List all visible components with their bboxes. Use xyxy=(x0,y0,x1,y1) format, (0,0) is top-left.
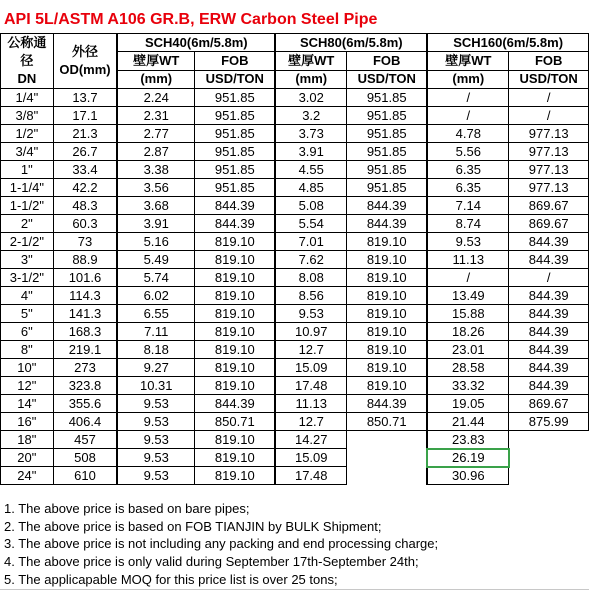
table-cell[interactable]: 5.16 xyxy=(117,233,194,251)
table-cell[interactable]: 6.55 xyxy=(117,305,194,323)
table-cell[interactable]: 17.48 xyxy=(275,467,346,485)
header-od-en: OD(mm) xyxy=(59,62,111,77)
table-cell[interactable]: 1-1/4" xyxy=(1,179,54,197)
table-row xyxy=(1,287,589,305)
table-cell[interactable]: 951.85 xyxy=(195,161,276,179)
table-cell[interactable]: 951.85 xyxy=(347,89,428,107)
header-sch80[interactable]: SCH80(6m/5.8m) xyxy=(275,34,427,52)
table-cell[interactable]: 13.49 xyxy=(427,287,509,305)
table-cell[interactable]: 73 xyxy=(53,233,117,251)
table-cell[interactable]: 819.10 xyxy=(195,467,276,485)
note-5[interactable]: 5. The applicapable MOQ for this price list is over 25 tons; xyxy=(4,571,338,587)
table-cell[interactable]: 42.2 xyxy=(53,179,117,197)
table-cell[interactable]: 977.13 xyxy=(509,125,589,143)
table-cell[interactable]: 9.53 xyxy=(427,233,509,251)
table-cell[interactable]: 819.10 xyxy=(195,251,276,269)
table-cell[interactable]: 869.67 xyxy=(509,197,589,215)
table-row xyxy=(1,233,589,251)
header-od-cn: 外径 xyxy=(71,44,98,59)
table-cell[interactable]: 819.10 xyxy=(195,359,276,377)
table-cell[interactable]: 323.8 xyxy=(53,377,117,395)
table-cell[interactable]: 15.09 xyxy=(275,359,346,377)
table-cell[interactable]: 819.10 xyxy=(195,377,276,395)
table-cell[interactable]: 951.85 xyxy=(195,179,276,197)
table-cell[interactable]: 26.19 xyxy=(427,449,509,467)
table-cell[interactable]: 844.39 xyxy=(195,215,276,233)
table-cell[interactable]: 406.4 xyxy=(53,413,117,431)
table-cell[interactable]: 2-1/2" xyxy=(1,233,54,251)
table-cell[interactable]: 819.10 xyxy=(195,431,276,449)
table-row xyxy=(1,413,589,431)
table-cell[interactable]: 844.39 xyxy=(347,215,428,233)
table-cell[interactable]: 10.31 xyxy=(117,377,194,395)
header-sch80-fob[interactable]: FOB xyxy=(347,52,428,70)
table-cell[interactable]: 844.39 xyxy=(509,341,589,359)
header-sch160-wt-unit[interactable]: (mm) xyxy=(427,70,509,88)
sheet-gridline xyxy=(0,589,589,590)
table-cell[interactable]: 12" xyxy=(1,377,54,395)
header-sch40-wt-unit[interactable]: (mm) xyxy=(117,70,194,88)
table-cell[interactable]: 844.39 xyxy=(509,287,589,305)
table-cell[interactable]: 3.68 xyxy=(117,197,194,215)
table-cell[interactable]: 6" xyxy=(1,323,54,341)
table-cell[interactable]: 19.05 xyxy=(427,395,509,413)
table-cell[interactable]: 875.99 xyxy=(509,413,589,431)
table-cell[interactable]: 5.74 xyxy=(117,269,194,287)
table-cell[interactable]: 26.7 xyxy=(53,143,117,161)
table-cell[interactable]: 951.85 xyxy=(347,179,428,197)
table-row xyxy=(1,215,589,233)
header-sch80-fob-unit[interactable]: USD/TON xyxy=(347,70,428,88)
table-cell[interactable]: 3.02 xyxy=(275,89,346,107)
table-cell[interactable]: 819.10 xyxy=(347,233,428,251)
table-cell[interactable]: 9.53 xyxy=(275,305,346,323)
table-cell[interactable]: 21.44 xyxy=(427,413,509,431)
table-cell[interactable]: 869.67 xyxy=(509,395,589,413)
table-cell[interactable]: 951.85 xyxy=(347,125,428,143)
table-cell[interactable]: 951.85 xyxy=(195,125,276,143)
table-cell[interactable]: 844.39 xyxy=(347,197,428,215)
header-sch160-fob[interactable]: FOB xyxy=(509,52,589,70)
table-row xyxy=(1,467,589,485)
table-cell[interactable]: 4" xyxy=(1,287,54,305)
table-cell[interactable]: 88.9 xyxy=(53,251,117,269)
table-cell[interactable]: 7.14 xyxy=(427,197,509,215)
price-table xyxy=(0,33,589,485)
table-cell[interactable]: 33.4 xyxy=(53,161,117,179)
table-cell[interactable]: 819.10 xyxy=(195,323,276,341)
table-row xyxy=(1,377,589,395)
table-cell[interactable]: 844.39 xyxy=(509,359,589,377)
table-row xyxy=(1,179,589,197)
sheet-title: API 5L/ASTM A106 GR.B, ERW Carbon Steel Pipe xyxy=(4,11,378,28)
table-cell[interactable]: 114.3 xyxy=(53,287,117,305)
note-4[interactable]: 4. The above price is only valid during September 17th-September 24th; xyxy=(4,554,419,570)
table-cell[interactable]: 2.87 xyxy=(117,143,194,161)
table-cell[interactable]: / xyxy=(427,107,509,125)
table-cell[interactable] xyxy=(509,467,589,485)
table-cell[interactable]: 3/8" xyxy=(1,107,54,125)
table-cell[interactable]: 16" xyxy=(1,413,54,431)
header-sch40-fob-unit[interactable]: USD/TON xyxy=(195,70,276,88)
table-cell[interactable]: 951.85 xyxy=(195,107,276,125)
table-cell[interactable]: 819.10 xyxy=(195,305,276,323)
header-od[interactable] xyxy=(53,34,117,89)
table-cell[interactable]: 5.56 xyxy=(427,143,509,161)
table-cell[interactable]: 17.48 xyxy=(275,377,346,395)
table-cell[interactable]: 12.7 xyxy=(275,341,346,359)
table-cell[interactable]: 844.39 xyxy=(347,395,428,413)
table-cell[interactable]: 844.39 xyxy=(509,233,589,251)
table-cell[interactable]: 9.53 xyxy=(117,413,194,431)
table-cell[interactable]: 610 xyxy=(53,467,117,485)
header-sch40-wt[interactable]: 壁厚WT xyxy=(117,52,194,70)
table-cell[interactable]: 168.3 xyxy=(53,323,117,341)
table-cell[interactable]: 17.1 xyxy=(53,107,117,125)
table-cell[interactable]: 869.67 xyxy=(509,215,589,233)
table-cell[interactable]: 8.08 xyxy=(275,269,346,287)
table-row xyxy=(1,197,589,215)
table-row xyxy=(1,395,589,413)
table-cell[interactable]: 819.10 xyxy=(195,341,276,359)
table-cell[interactable]: 10" xyxy=(1,359,54,377)
table-cell[interactable]: 5.08 xyxy=(275,197,346,215)
table-cell[interactable]: 850.71 xyxy=(195,413,276,431)
header-dn[interactable] xyxy=(1,34,54,89)
selected-cell-highlight xyxy=(426,448,510,468)
table-cell[interactable]: 819.10 xyxy=(347,341,428,359)
table-row xyxy=(1,269,589,287)
table-cell[interactable]: / xyxy=(427,269,509,287)
table-cell[interactable]: 3.38 xyxy=(117,161,194,179)
table-cell[interactable]: 48.3 xyxy=(53,197,117,215)
table-cell[interactable]: 24" xyxy=(1,467,54,485)
table-cell[interactable]: 951.85 xyxy=(347,143,428,161)
table-cell[interactable]: 8.74 xyxy=(427,215,509,233)
table-cell[interactable]: 3.56 xyxy=(117,179,194,197)
table-cell[interactable]: 5.54 xyxy=(275,215,346,233)
table-cell[interactable]: 1/4" xyxy=(1,89,54,107)
header-dn-cn: 公称通径 xyxy=(7,35,47,68)
header-sch80-wt[interactable]: 壁厚WT xyxy=(275,52,346,70)
table-cell[interactable] xyxy=(509,449,589,467)
table-row xyxy=(1,305,589,323)
table-cell[interactable]: 3.91 xyxy=(117,215,194,233)
table-cell[interactable]: 951.85 xyxy=(347,161,428,179)
table-cell[interactable]: 18.26 xyxy=(427,323,509,341)
table-cell[interactable]: 844.39 xyxy=(195,395,276,413)
note-1[interactable]: 1. The above price is based on bare pipes; xyxy=(4,501,250,516)
table-cell[interactable]: 819.10 xyxy=(347,287,428,305)
header-sch160-wt[interactable]: 壁厚WT xyxy=(427,52,509,70)
table-cell[interactable]: / xyxy=(509,269,589,287)
table-cell[interactable] xyxy=(347,431,428,449)
table-cell[interactable]: 819.10 xyxy=(347,377,428,395)
table-cell[interactable]: 819.10 xyxy=(195,449,276,467)
table-cell[interactable]: 819.10 xyxy=(195,269,276,287)
note-3[interactable]: 3. The above price is not including any packing and end processing charge; xyxy=(4,536,439,552)
table-cell[interactable]: 2.24 xyxy=(117,89,194,107)
table-cell[interactable]: 8.56 xyxy=(275,287,346,305)
table-cell[interactable]: / xyxy=(509,107,589,125)
table-cell[interactable]: 101.6 xyxy=(53,269,117,287)
table-cell[interactable]: 23.83 xyxy=(427,431,509,449)
note-2[interactable]: 2. The above price is based on FOB TIANJIN by BULK Shipment; xyxy=(4,518,382,534)
table-cell[interactable]: 819.10 xyxy=(347,323,428,341)
table-cell[interactable]: 951.85 xyxy=(195,143,276,161)
table-cell[interactable]: 9.53 xyxy=(117,431,194,449)
table-cell[interactable]: 8" xyxy=(1,341,54,359)
table-cell[interactable]: 977.13 xyxy=(509,179,589,197)
table-cell[interactable] xyxy=(509,431,589,449)
table-cell[interactable]: 1" xyxy=(1,161,54,179)
table-cell[interactable]: 977.13 xyxy=(509,143,589,161)
table-cell[interactable]: 9.27 xyxy=(117,359,194,377)
table-cell[interactable]: 5" xyxy=(1,305,54,323)
table-cell[interactable]: 12.7 xyxy=(275,413,346,431)
table-cell[interactable]: 6.35 xyxy=(427,161,509,179)
table-cell[interactable]: 951.85 xyxy=(195,89,276,107)
table-cell[interactable]: 3.2 xyxy=(275,107,346,125)
table-cell[interactable]: 819.10 xyxy=(347,359,428,377)
table-cell[interactable]: 15.09 xyxy=(275,449,346,467)
table-row xyxy=(1,107,589,125)
table-cell[interactable]: 3" xyxy=(1,251,54,269)
table-cell[interactable]: 11.13 xyxy=(275,395,346,413)
header-sch160[interactable]: SCH160(6m/5.8m) xyxy=(427,34,588,52)
table-cell[interactable] xyxy=(347,467,428,485)
table-cell[interactable]: 819.10 xyxy=(195,287,276,305)
table-row xyxy=(1,89,589,107)
table-cell[interactable]: 9.53 xyxy=(117,395,194,413)
table-cell[interactable]: 14.27 xyxy=(275,431,346,449)
table-cell[interactable]: 819.10 xyxy=(347,251,428,269)
table-cell[interactable]: 844.39 xyxy=(509,251,589,269)
table-cell[interactable]: 951.85 xyxy=(347,107,428,125)
table-cell[interactable]: / xyxy=(427,89,509,107)
table-cell[interactable]: 1/2" xyxy=(1,125,54,143)
table-cell[interactable]: 21.3 xyxy=(53,125,117,143)
table-cell[interactable]: 13.7 xyxy=(53,89,117,107)
table-cell[interactable]: 3/4" xyxy=(1,143,54,161)
table-cell[interactable]: 844.39 xyxy=(509,305,589,323)
header-sch80-wt-unit[interactable]: (mm) xyxy=(275,70,346,88)
table-cell[interactable]: 141.3 xyxy=(53,305,117,323)
table-row xyxy=(1,341,589,359)
table-cell[interactable]: 1-1/2" xyxy=(1,197,54,215)
table-cell[interactable]: / xyxy=(509,89,589,107)
table-cell[interactable]: 819.10 xyxy=(347,269,428,287)
table-cell[interactable]: 977.13 xyxy=(509,161,589,179)
table-row xyxy=(1,125,589,143)
table-cell[interactable]: 5.49 xyxy=(117,251,194,269)
table-cell[interactable]: 4.55 xyxy=(275,161,346,179)
table-cell[interactable]: 2" xyxy=(1,215,54,233)
table-cell[interactable]: 273 xyxy=(53,359,117,377)
table-cell[interactable]: 844.39 xyxy=(509,323,589,341)
table-cell[interactable]: 11.13 xyxy=(427,251,509,269)
table-cell[interactable]: 23.01 xyxy=(427,341,509,359)
header-sch160-fob-unit[interactable]: USD/TON xyxy=(509,70,589,88)
table-cell[interactable]: 7.62 xyxy=(275,251,346,269)
table-row xyxy=(1,161,589,179)
table-cell[interactable] xyxy=(347,449,428,467)
table-cell[interactable]: 844.39 xyxy=(509,377,589,395)
table-cell[interactable]: 4.78 xyxy=(427,125,509,143)
table-cell[interactable]: 3-1/2" xyxy=(1,269,54,287)
table-cell[interactable]: 508 xyxy=(53,449,117,467)
table-cell[interactable]: 30.96 xyxy=(427,467,509,485)
table-cell[interactable]: 9.53 xyxy=(117,467,194,485)
table-cell[interactable]: 6.35 xyxy=(427,179,509,197)
table-row xyxy=(1,431,589,449)
header-dn-en: DN xyxy=(17,71,37,86)
table-cell[interactable]: 3.73 xyxy=(275,125,346,143)
table-cell[interactable]: 355.6 xyxy=(53,395,117,413)
table-row xyxy=(1,251,589,269)
table-cell[interactable]: 3.91 xyxy=(275,143,346,161)
table-cell[interactable]: 219.1 xyxy=(53,341,117,359)
table-cell[interactable]: 844.39 xyxy=(195,197,276,215)
table-cell[interactable]: 15.88 xyxy=(427,305,509,323)
table-cell[interactable]: 2.31 xyxy=(117,107,194,125)
table-cell[interactable]: 33.32 xyxy=(427,377,509,395)
table-cell[interactable]: 9.53 xyxy=(117,449,194,467)
header-sch40[interactable]: SCH40(6m/5.8m) xyxy=(117,34,275,52)
table-cell[interactable]: 2.77 xyxy=(117,125,194,143)
table-cell[interactable]: 28.58 xyxy=(427,359,509,377)
table-cell[interactable]: 10.97 xyxy=(275,323,346,341)
table-cell[interactable]: 819.10 xyxy=(195,233,276,251)
table-cell[interactable]: 8.18 xyxy=(117,341,194,359)
table-cell[interactable]: 6.02 xyxy=(117,287,194,305)
table-cell[interactable]: 457 xyxy=(53,431,117,449)
table-cell[interactable]: 850.71 xyxy=(347,413,428,431)
table-cell[interactable]: 819.10 xyxy=(347,305,428,323)
header-sch40-fob[interactable]: FOB xyxy=(195,52,276,70)
table-cell[interactable]: 4.85 xyxy=(275,179,346,197)
table-cell[interactable]: 18" xyxy=(1,431,54,449)
table-row xyxy=(1,323,589,341)
table-cell[interactable]: 14" xyxy=(1,395,54,413)
table-row xyxy=(1,143,589,161)
table-cell[interactable]: 7.11 xyxy=(117,323,194,341)
table-row xyxy=(1,359,589,377)
table-cell[interactable]: 20" xyxy=(1,449,54,467)
table-cell[interactable]: 60.3 xyxy=(53,215,117,233)
notes-section xyxy=(4,500,584,588)
table-cell[interactable]: 7.01 xyxy=(275,233,346,251)
